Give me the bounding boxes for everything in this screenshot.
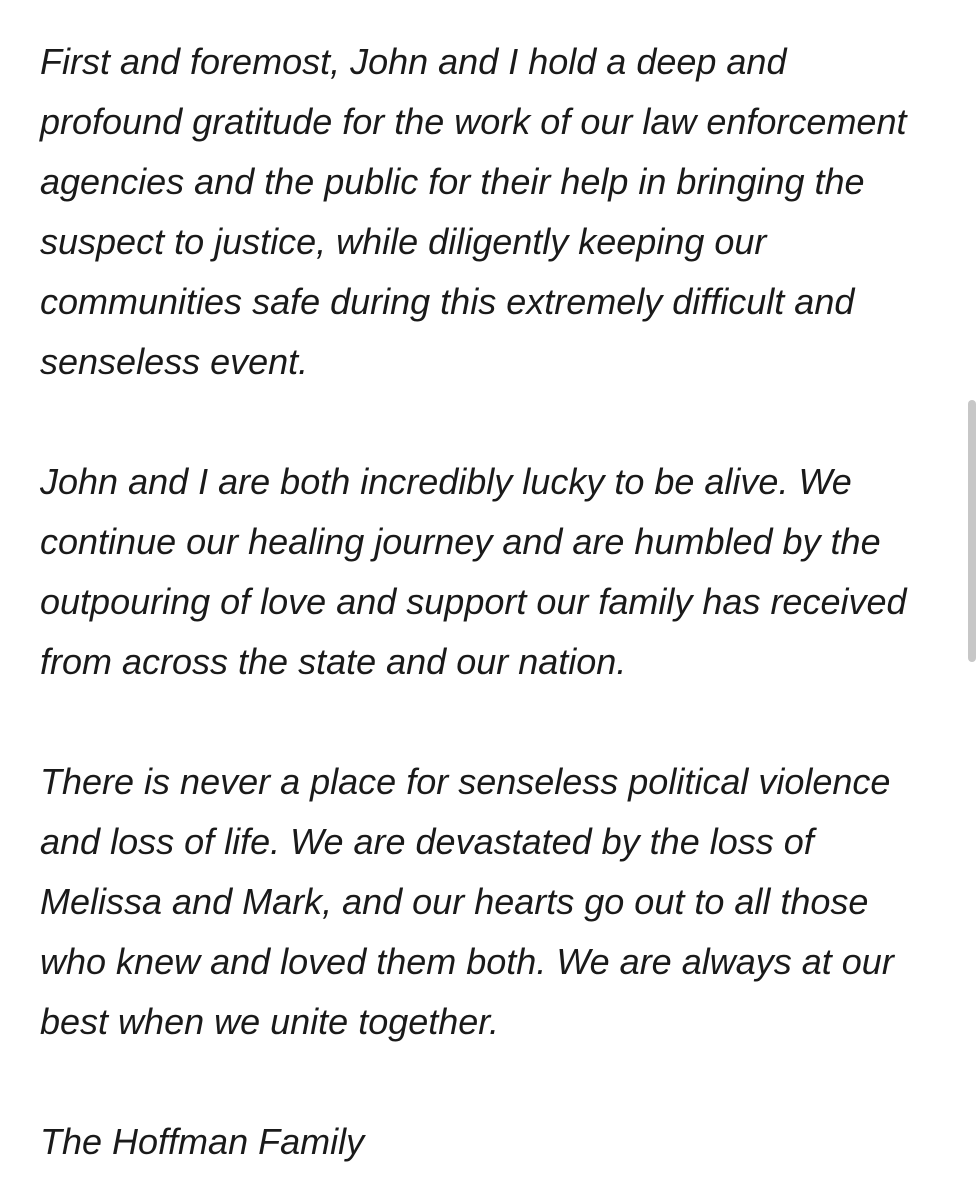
- text-line: outpouring of love and support our family has received: [40, 581, 907, 622]
- text-line: communities safe during this extremely difficult and: [40, 281, 855, 322]
- paragraph-violence: [40, 752, 945, 1052]
- text-line: senseless event.: [40, 341, 309, 382]
- text-line: best when we unite together.: [40, 1001, 499, 1042]
- text-line: There is never a place for senseless political violence: [40, 761, 891, 802]
- text-line: from across the state and our nation.: [40, 641, 627, 682]
- text-line: who knew and loved them both. We are always at our: [40, 941, 894, 982]
- statement-body: [40, 32, 945, 1172]
- paragraph-spacer: [40, 1052, 945, 1112]
- text-line: profound gratitude for the work of our law enforcement: [40, 101, 907, 142]
- text-line: suspect to justice, while diligently keeping our: [40, 221, 767, 262]
- text-line: agencies and the public for their help in bringing the: [40, 161, 865, 202]
- text-line: continue our healing journey and are humbled by the: [40, 521, 881, 562]
- paragraph-spacer: [40, 692, 945, 752]
- paragraph-gratitude: [40, 32, 945, 392]
- text-line: and loss of life. We are devastated by the loss of: [40, 821, 814, 862]
- paragraph-spacer: [40, 392, 945, 452]
- vertical-scrollbar[interactable]: [964, 0, 980, 1200]
- paragraph-healing: [40, 452, 945, 692]
- text-line: Melissa and Mark, and our hearts go out to all those: [40, 881, 869, 922]
- signature: The Hoffman Family: [40, 1121, 365, 1162]
- text-line: First and foremost, John and I hold a deep and: [40, 41, 787, 82]
- scrollbar-thumb[interactable]: [968, 400, 976, 662]
- text-line: John and I are both incredibly lucky to be alive. We: [40, 461, 852, 502]
